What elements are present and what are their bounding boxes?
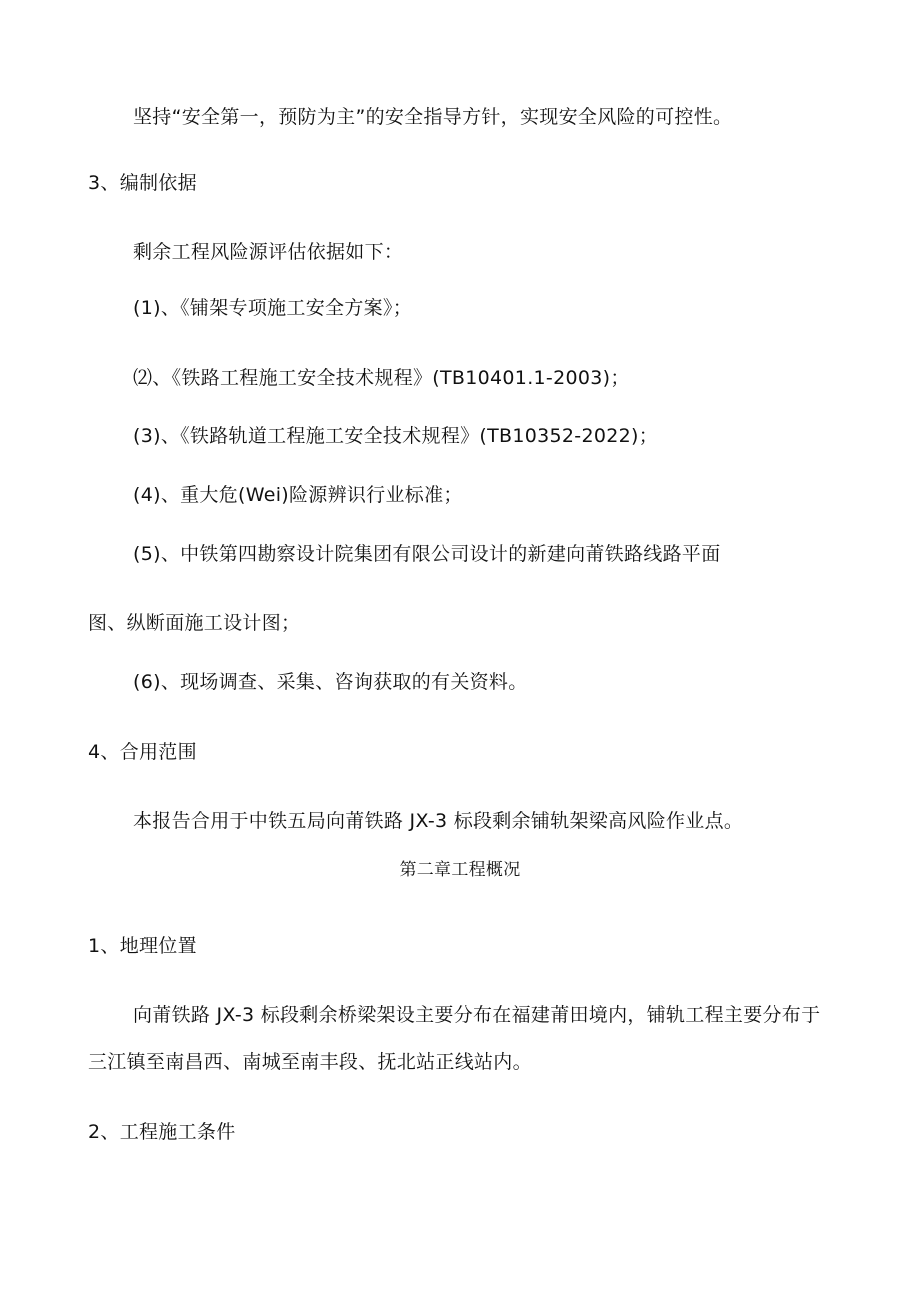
subsection-1-body-line-1: 向莆铁路 JX-3 标段剩余桥梁架设主要分布在福建莆田境内，铺轨工程主要分布于 [133, 1004, 821, 1026]
subsection-2-heading: 2、工程施工条件 [88, 1121, 236, 1143]
section-4-body: 本报告合用于中铁五局向莆铁路 JX-3 标段剩余铺轨架梁高风险作业点。 [133, 810, 744, 832]
intro-paragraph: 坚持“安全第一，预防为主”的安全指导方针，实现安全风险的可控性。 [133, 106, 733, 128]
chapter-2-title: 第二章工程概况 [399, 860, 521, 880]
reference-item-2: ⑵、《铁路工程施工安全技术规程》(TB10401.1-2003)； [133, 367, 630, 389]
section-3-heading: 3、编制依据 [88, 172, 197, 194]
section-4-heading: 4、合用范围 [88, 741, 197, 763]
reference-item-5: (5)、中铁第四勘察设计院集团有限公司设计的新建向莆铁路线路平面 [133, 543, 721, 565]
section-3-lead: 剩余工程风险源评估依据如下： [133, 241, 404, 263]
reference-item-1: (1)、《铺架专项施工安全方案》； [133, 297, 413, 319]
subsection-1-body-line-2: 三江镇至南昌西、南城至南丰段、抚北站正线站内。 [88, 1051, 532, 1073]
subsection-1-heading: 1、地理位置 [88, 935, 197, 957]
reference-item-4: (4)、重大危(Wei)险源辨识行业标准； [133, 484, 463, 506]
reference-item-3: (3)、《铁路轨道工程施工安全技术规程》(TB10352-2022)； [133, 425, 659, 447]
reference-item-5-continued: 图、纵断面施工设计图； [88, 612, 301, 634]
reference-item-6: (6)、现场调查、采集、咨询获取的有关资料。 [133, 671, 528, 693]
